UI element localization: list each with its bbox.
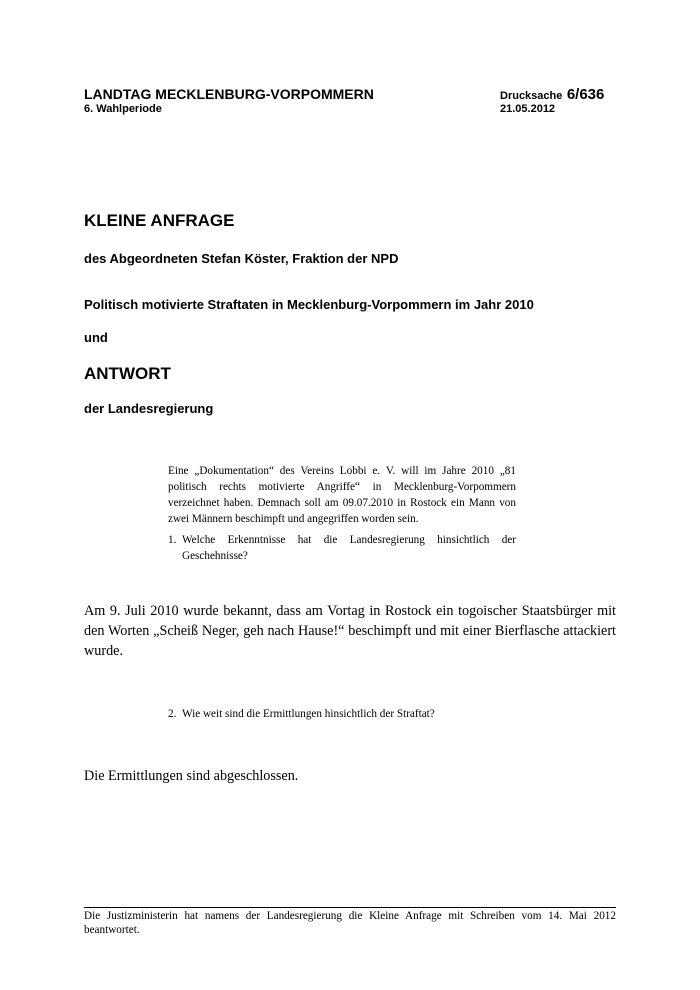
- question-2: [168, 706, 516, 722]
- answer-1: Am 9. Juli 2010 wurde bekannt, dass am Vortag in Rostock ein togoischer Staatsbürger mit den Worten „Scheiß Neger, geh nach Hause!“ beschimpft und mit einer Bierflasche attackiert wurde.: [84, 603, 616, 659]
- answer-title: ANTWORT: [84, 364, 171, 383]
- document-number-value: 6/636: [566, 86, 605, 103]
- answer-subtitle: der Landesregierung: [84, 401, 214, 416]
- document-number: [500, 86, 604, 104]
- document-number-label: Drucksache: [500, 90, 563, 102]
- document-author: des Abgeordneten Stefan Köster, Fraktion der NPD: [84, 251, 399, 266]
- document-topic: Politisch motivierte Straftaten in Mecklenburg-Vorpommern im Jahr 2010: [84, 297, 534, 312]
- legislative-period: 6. Wahlperiode: [84, 103, 162, 115]
- answer-2: Die Ermittlungen sind abgeschlossen.: [84, 768, 299, 784]
- document-title: KLEINE ANFRAGE: [84, 211, 235, 230]
- question-number: 1.: [168, 534, 177, 546]
- and-connector: und: [84, 330, 108, 345]
- inquiry-preamble: Eine „Dokumentation“ des Vereins Lobbi e. V. will im Jahre 2010 „81 politisch rechts motivierte Angriffe“ in Mecklenburg-Vorpommern verzeichnet haben. Demnach soll am 09.07.2010 in Rostock ein Mann von zwei Männern beschimpft und angegriffen worden sein.: [168, 465, 516, 525]
- question-text: Welche Erkenntnisse hat die Landesregierung hinsichtlich der Geschehnisse?: [182, 534, 516, 562]
- document-date: 21.05.2012: [500, 103, 556, 115]
- parliament-name: LANDTAG MECKLENBURG-VORPOMMERN: [84, 86, 374, 102]
- question-number: 2.: [168, 708, 177, 720]
- question-1: [168, 532, 516, 564]
- footnote: Die Justizministerin hat namens der Landesregierung die Kleine Anfrage mit Schreiben vom 14. Mai 2012 beantwortet.: [84, 910, 616, 936]
- question-text: Wie weit sind die Ermittlungen hinsichtlich der Straftat?: [182, 708, 435, 720]
- footnote-divider: [84, 907, 616, 908]
